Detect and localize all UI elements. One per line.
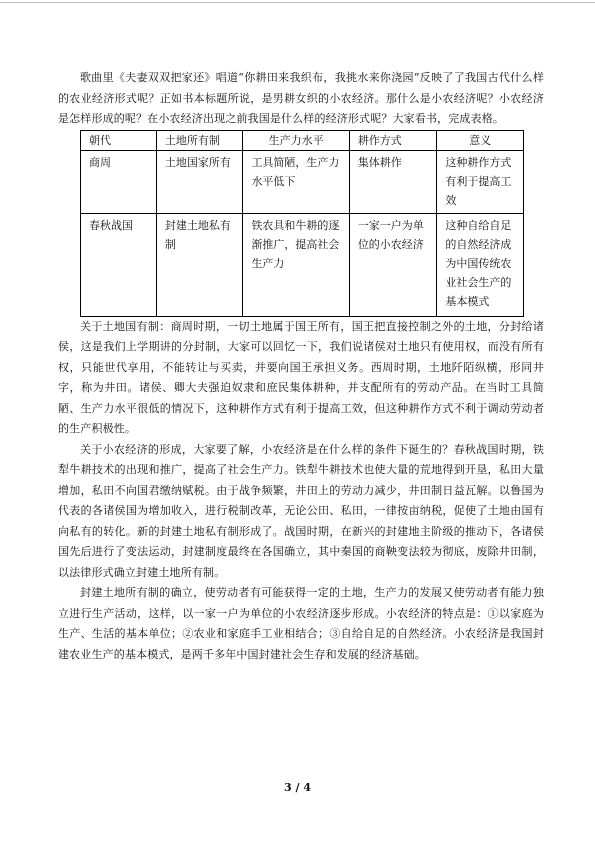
table-header-cell: 土地所有制 [156, 130, 243, 150]
header-rule [0, 2, 595, 3]
table-cell: 这种自给自足的自然经济成为中国传统农业社会生产的基本模式 [437, 213, 524, 316]
comparison-table [80, 130, 524, 317]
table-cell: 一家一户为单位的小农经济 [349, 213, 437, 316]
intro-paragraph: 歌曲里《夫妻双双把家还》唱道“你耕田来我织布，我挑水来你浇园”反映了了我国古代什么样的农业经济形式呢？正如书本标题所说，是男耕女织的小农经济。那什么是小农经济呢？小农经济是怎样形成的呢？在小农经济出现之前我国是什么样的经济形式呢？大家看书，完成表格。 [58, 71, 544, 125]
table-cell: 这种耕作方式有利于提高工效 [437, 150, 524, 213]
table-cell: 铁农具和牛耕的逐渐推广，提高社会生产力 [243, 213, 349, 316]
document-body [58, 68, 544, 665]
feudal-land-ownership-paragraph: 封建土地所有制的确立，使劳动者有可能获得一定的土地，生产力的发展又使劳动者有能力独立进行生产活动，这样，以一家一户为单位的小农经济逐步形成。小农经济的特点是：①以家庭为生产、生活的基本单位；②农业和家庭手工业相结合；③自给自足的自然经济。小农经济是我国封建农业生产的基本模式，是两千多年中国封建社会生存和发展的经济基础。 [58, 586, 544, 661]
table-row [81, 150, 524, 213]
land-state-ownership-paragraph: 关于土地国有制：商周时期，一切土地属于国王所有，国王把直接控制之外的土地，分封给诸侯，这是我们上学期讲的分封制，大家可以回忆一下，我们说诸侯对土地只有使用权，而没有所有权，只能世代享用，不能转让与买卖，并要向国王承担义务。西周时期，土地阡陌纵横，形同井字，称为井田。诸侯、卿大夫强迫奴隶和庶民集体耕种，并支配所有的劳动产品。在当时工具简陋、生产力水平很低的情况下，这种耕作方式有利于提高工效，但这种耕作方式不利于调动劳动者的生产积极性。 [58, 319, 544, 435]
page-number: 3 / 4 [284, 781, 311, 794]
table-cell: 封建土地私有制 [156, 213, 243, 316]
small-peasant-formation-paragraph: 关于小农经济的形成，大家要了解，小农经济是在什么样的条件下诞生的？春秋战国时期，铁犁牛耕技术的出现和推广，提高了社会生产力。铁犁牛耕技术也使大量的荒地得到开垦，私田大量增加，私田不向国君缴纳赋税。由于战争频繁，井田上的劳动力减少，井田制日益瓦解。以鲁国为代表的各诸侯国为增加收入，进行税制改革，无论公田、私田，一律按亩纳税，促使了土地由国有向私有的转化。新的封建土地私有制形成了。战国时期，在新兴的封建地主阶级的推动下，各诸侯国先后进行了变法运动，封建制度最终在各国确立，其中秦国的商鞅变法较为彻底，废除井田制，以法律形式确立封建土地所有制。 [58, 442, 544, 579]
table-cell: 土地国家所有 [156, 150, 243, 213]
table-row [81, 213, 524, 316]
table-cell: 集体耕作 [349, 150, 437, 213]
table-header-cell: 意义 [437, 130, 524, 150]
table-header-row [81, 130, 524, 150]
table-header-cell: 生产力水平 [243, 130, 349, 150]
table-cell: 工具简陋，生产力水平低下 [243, 150, 349, 213]
table-header-cell: 朝代 [81, 130, 157, 150]
table-cell: 商周 [81, 150, 157, 213]
table-cell: 春秋战国 [81, 213, 157, 316]
table-header-cell: 耕作方式 [349, 130, 437, 150]
